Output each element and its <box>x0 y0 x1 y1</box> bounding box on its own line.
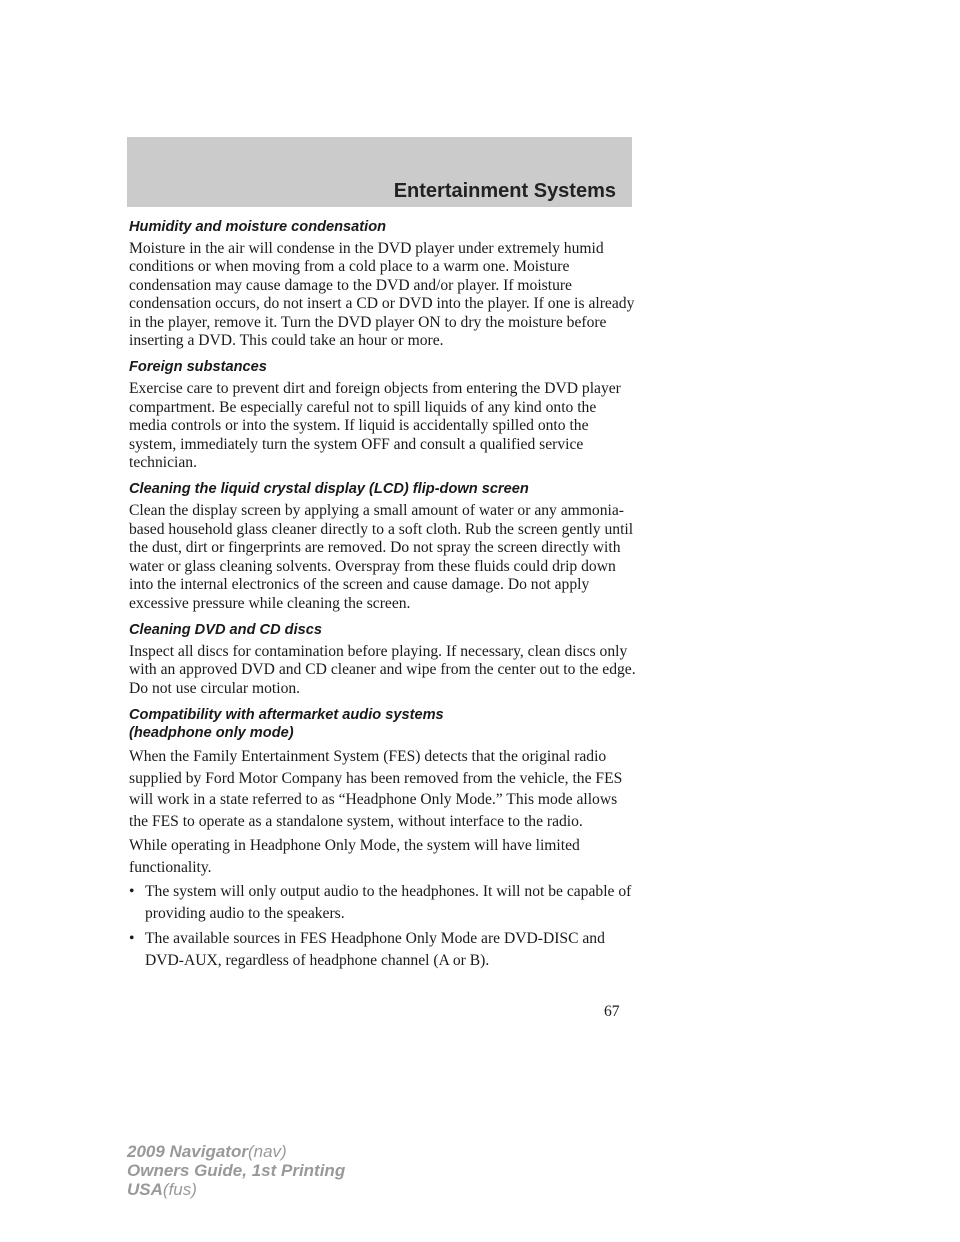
bullet-icon: • <box>129 883 135 901</box>
section-header-band <box>127 137 632 207</box>
footer-line-guide: Owners Guide, 1st Printing <box>127 1161 346 1180</box>
document-footer <box>127 1142 345 1199</box>
list-item-text: The available sources in FES Headphone Only Mode are DVD-DISC and DVD-AUX, regardless of headphone channel (A or B). <box>145 930 605 969</box>
footer-line-model <box>127 1142 345 1161</box>
heading-compatibility-line1: Compatibility with aftermarket audio systems <box>129 707 444 724</box>
footer-line-region <box>127 1180 345 1199</box>
bullet-icon: • <box>129 930 135 948</box>
page-content <box>129 218 637 975</box>
heading-compatibility <box>129 706 637 742</box>
heading-cleaning-discs: Cleaning DVD and CD discs <box>129 621 322 638</box>
paragraph-compatibility-1: When the Family Entertainment System (FES) detects that the original radio supplied by Ford Motor Company has been removed from the vehicle, the FES will work in a state referred to as “Headphone Only Mode.” This mode allows the FES to operate as a standalone system, without interface to the radio. <box>129 748 623 830</box>
heading-cleaning-lcd: Cleaning the liquid crystal display (LCD) flip-down screen <box>129 481 529 498</box>
list-item <box>129 928 637 971</box>
bullet-list <box>129 881 637 971</box>
page-number: 67 <box>604 1003 620 1020</box>
list-item <box>129 881 637 924</box>
heading-compatibility-line2: (headphone only mode) <box>129 725 294 742</box>
heading-foreign-substances: Foreign substances <box>129 359 267 376</box>
paragraph-cleaning-lcd: Clean the display screen by applying a small amount of water or any ammonia-based household glass cleaner directly to a soft cloth. Rub the screen gently until the dust, dirt or fingerprints are removed. Do not spray the screen directly with water or glass cleaning solvents. Overspray from these fluids could drip down into the internal electronics of the screen and cause damage. Do not apply excessive pressure while cleaning the screen. <box>129 502 634 612</box>
paragraph-humidity: Moisture in the air will condense in the DVD player under extremely humid conditions or when moving from a cold place to a warm one. Moisture condensation may cause damage to the DVD and/or player. If moisture condensation occurs, do not insert a CD or DVD into the player. If one is already in the player, remove it. Turn the DVD player ON to dry the moisture before inserting a DVD. This could take an hour or more. <box>129 240 635 350</box>
heading-humidity: Humidity and moisture condensation <box>129 219 387 235</box>
list-item-text: The system will only output audio to the headphones. It will not be capable of providing audio to the speakers. <box>145 883 632 922</box>
footer-region: USA <box>127 1180 163 1199</box>
footer-model-code: (nav) <box>247 1142 287 1161</box>
footer-model: 2009 Navigator <box>127 1142 248 1161</box>
section-title: Entertainment Systems <box>393 180 616 202</box>
paragraph-compatibility-2: While operating in Headphone Only Mode, the system will have limited functionality. <box>129 837 580 876</box>
footer-region-code: (fus) <box>162 1180 197 1199</box>
paragraph-cleaning-discs: Inspect all discs for contamination before playing. If necessary, clean discs only with an approved DVD and CD cleaner and wipe from the center out to the edge. Do not use circular motion. <box>129 642 636 697</box>
paragraph-foreign-substances: Exercise care to prevent dirt and foreign objects from entering the DVD player compartment. Be especially careful not to spill liquids of any kind onto the media controls or into the system. If liquid is accidentally spilled onto the system, immediately turn the system OFF and consult a qualified service technician. <box>129 380 621 472</box>
